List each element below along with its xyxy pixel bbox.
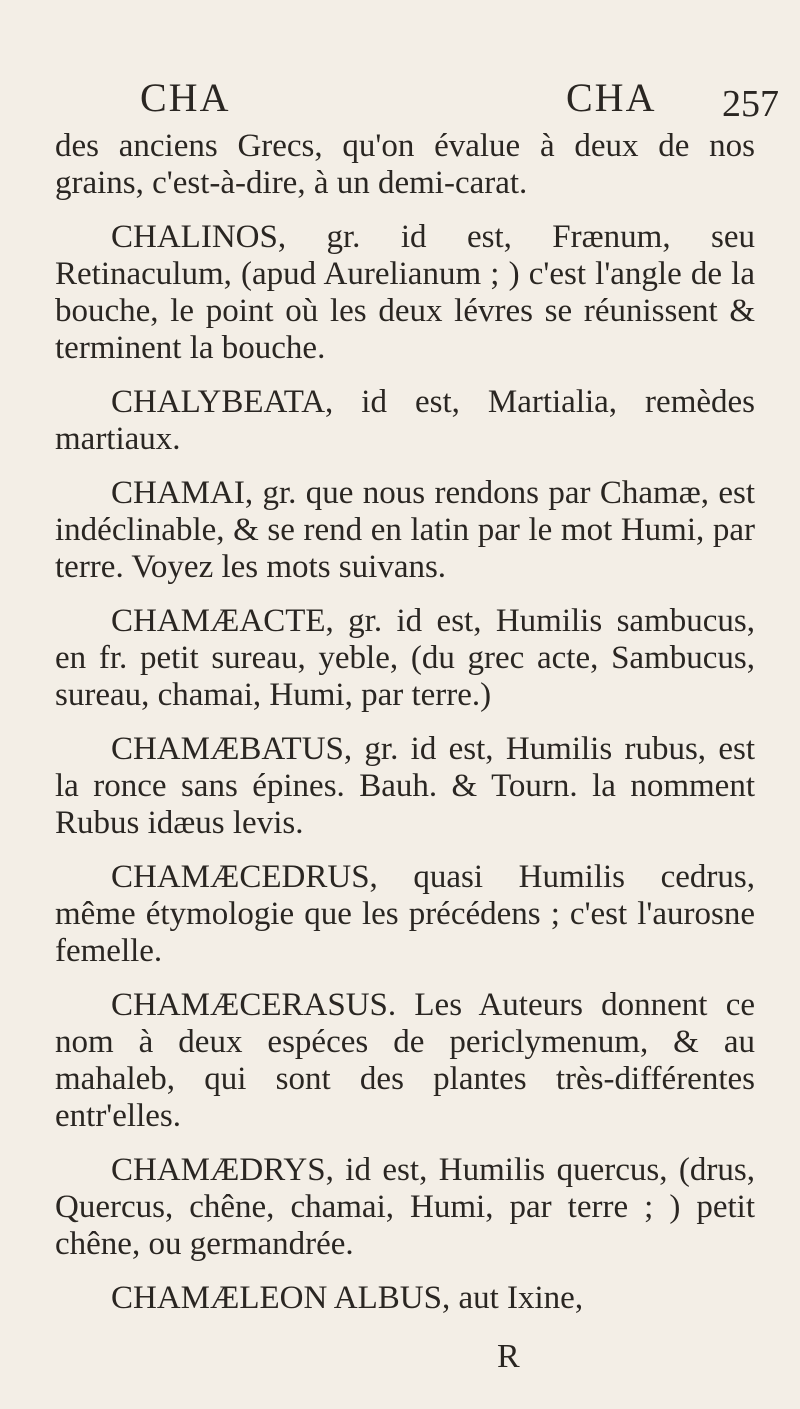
- dictionary-text: [55, 128, 755, 1334]
- entry-chalybeata: CHALYBEATA, id est, Martialia, remèdes martiaux.: [55, 384, 755, 457]
- signature-mark: R: [497, 1338, 520, 1375]
- entry-continuation: des anciens Grecs, qu'on évalue à deux de nos grains, c'est-à-dire, à un demi-carat.: [55, 128, 755, 201]
- entry-chamaecedrus: CHAMÆCEDRUS, quasi Humilis cedrus, même étymologie que les précédens ; c'est l'aurosne femelle.: [55, 859, 755, 969]
- page-number: 257: [722, 83, 779, 125]
- running-head-right: CHA: [566, 75, 657, 120]
- entry-chalinos: CHALINOS, gr. id est, Frænum, seu Retinaculum, (apud Aurelianum ; ) c'est l'angle de la bouche, le point où les deux lévres se réunissent & terminent la bouche.: [55, 219, 755, 366]
- entry-chamaedrys: CHAMÆDRYS, id est, Humilis quercus, (drus, Quercus, chêne, chamai, Humi, par terre ; ) petit chêne, ou germandrée.: [55, 1152, 755, 1262]
- entry-chamaebatus: CHAMÆBATUS, gr. id est, Humilis rubus, est la ronce sans épines. Bauh. & Tourn. la nomment Rubus idæus levis.: [55, 731, 755, 841]
- entry-chamai: CHAMAI, gr. que nous rendons par Chamæ, est indéclinable, & se rend en latin par le mot Humi, par terre. Voyez les mots suivans.: [55, 475, 755, 585]
- entry-chamaecerasus: CHAMÆCERASUS. Les Auteurs donnent ce nom à deux espéces de periclymenum, & au mahaleb, qui sont des plantes très-différentes entr'elles.: [55, 987, 755, 1134]
- entry-chamaeleon: CHAMÆLEON ALBUS, aut Ixine,: [111, 1280, 584, 1316]
- entry-chamaeacte: CHAMÆACTE, gr. id est, Humilis sambucus, en fr. petit sureau, yeble, (du grec acte, Sambucus, sureau, chamai, Humi, par terre.): [55, 603, 755, 713]
- running-head-left: CHA: [140, 75, 231, 120]
